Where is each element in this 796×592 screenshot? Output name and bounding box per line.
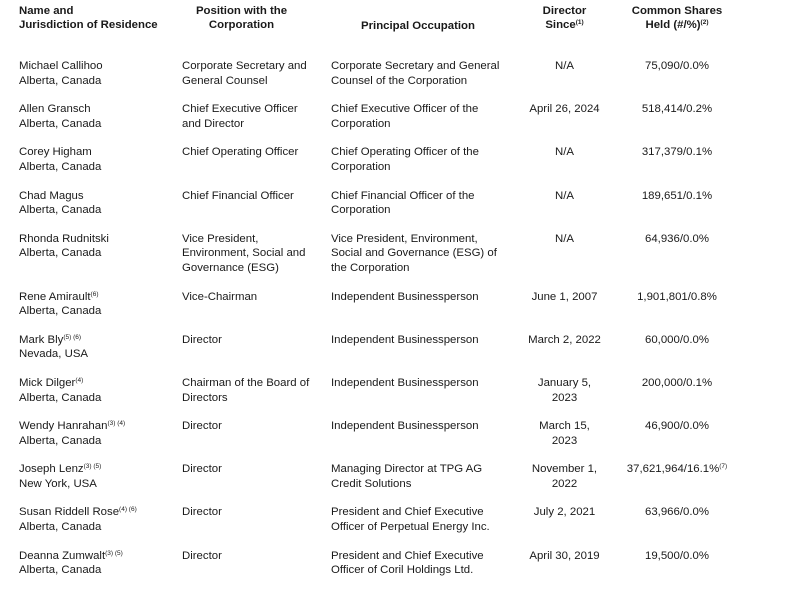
shares-held: 200,000/0.1% bbox=[641, 376, 713, 389]
cell-occupation bbox=[331, 232, 517, 290]
table-row bbox=[0, 505, 796, 548]
cell-director-since bbox=[517, 549, 624, 592]
position-text: Chairman of the Board of bbox=[182, 376, 310, 389]
cell-common-shares bbox=[624, 549, 796, 592]
position-text: Director bbox=[182, 420, 222, 433]
cell-director-since bbox=[517, 505, 624, 548]
director-since-text: 2022 bbox=[551, 477, 578, 490]
cell-name bbox=[0, 232, 182, 290]
header-name-line1: Name and bbox=[19, 5, 74, 17]
shares-held: 75,090/0.0% bbox=[645, 60, 709, 72]
residence: Alberta, Canada bbox=[19, 247, 102, 260]
occupation-text: Chief Executive Officer of the bbox=[331, 103, 479, 116]
director-since-text: April 26, 2024 bbox=[529, 103, 600, 116]
cell-name bbox=[0, 102, 182, 145]
directors-officers-table bbox=[0, 4, 796, 592]
table-row bbox=[0, 189, 796, 232]
residence: Alberta, Canada bbox=[19, 204, 102, 217]
director-name: Rhonda Rudnitski bbox=[19, 232, 109, 245]
residence: Alberta, Canada bbox=[19, 391, 102, 404]
table-row bbox=[0, 333, 796, 376]
shares-held: 1,901,801/0.8% bbox=[637, 290, 717, 303]
director-since-text: June 1, 2007 bbox=[531, 290, 598, 303]
cell-common-shares bbox=[624, 102, 796, 145]
residence: Nevada, USA bbox=[19, 348, 89, 361]
director-since-text: July 2, 2021 bbox=[533, 506, 596, 519]
footnote-ref: (3) (4) bbox=[107, 420, 126, 428]
cell-common-shares bbox=[624, 376, 796, 419]
header-name-line2: Jurisdiction of Residence bbox=[19, 19, 158, 31]
table-row bbox=[0, 419, 796, 462]
cell-occupation bbox=[331, 290, 517, 333]
residence: Alberta, Canada bbox=[19, 564, 102, 577]
cell-director-since bbox=[517, 376, 624, 419]
director-since-text: N/A bbox=[555, 60, 574, 72]
cell-name bbox=[0, 145, 182, 188]
occupation-text: President and Chief Executive bbox=[331, 549, 484, 562]
residence: New York, USA bbox=[19, 477, 97, 490]
header-director-since bbox=[517, 4, 624, 59]
table-header-row bbox=[0, 4, 796, 59]
position-text: Chief Financial Officer bbox=[182, 189, 294, 202]
position-text: Directors bbox=[182, 391, 228, 404]
cell-position bbox=[182, 333, 331, 376]
cell-name bbox=[0, 59, 182, 102]
shares-held: 518,414/0.2% bbox=[641, 103, 713, 116]
occupation-text: Officer of Coril Holdings Ltd. bbox=[331, 564, 474, 577]
cell-occupation bbox=[331, 549, 517, 592]
director-name: Deanna Zumwalt bbox=[19, 549, 106, 562]
table-row bbox=[0, 376, 796, 419]
occupation-text: Vice President, Environment, bbox=[331, 232, 478, 245]
occupation-text: Credit Solutions bbox=[331, 477, 412, 490]
occupation-text: Chief Operating Officer of the bbox=[331, 146, 479, 159]
footnote-ref: (4) (6) bbox=[119, 506, 137, 514]
cell-occupation bbox=[331, 102, 517, 145]
director-name: Joseph Lenz bbox=[19, 463, 84, 476]
position-text: Vice President, bbox=[182, 232, 259, 245]
cell-occupation bbox=[331, 333, 517, 376]
cell-name bbox=[0, 376, 182, 419]
position-text: Chief Executive Officer bbox=[182, 103, 298, 116]
occupation-text: President and Chief Executive bbox=[331, 506, 484, 519]
header-position bbox=[182, 4, 331, 59]
occupation-text: Chief Financial Officer of the bbox=[331, 189, 475, 202]
cell-occupation bbox=[331, 189, 517, 232]
cell-name bbox=[0, 419, 182, 462]
header-occupation-text: Principal Occupation bbox=[361, 19, 475, 32]
cell-occupation bbox=[331, 462, 517, 505]
cell-common-shares bbox=[624, 189, 796, 232]
position-text: Environment, Social and bbox=[182, 247, 306, 260]
shares-held: 60,000/0.0% bbox=[645, 333, 709, 346]
director-name: Allen Gransch bbox=[19, 103, 91, 116]
cell-position bbox=[182, 232, 331, 290]
table-body bbox=[0, 59, 796, 592]
header-shares-line2: Held (#/%) bbox=[645, 19, 701, 31]
occupation-text: Corporation bbox=[331, 160, 391, 173]
footnote-ref: (6) bbox=[90, 290, 99, 298]
position-text: Director bbox=[182, 333, 222, 346]
cell-common-shares bbox=[624, 59, 796, 102]
position-text: General Counsel bbox=[182, 74, 268, 87]
cell-director-since bbox=[517, 290, 624, 333]
position-text: Director bbox=[182, 506, 222, 519]
cell-common-shares bbox=[624, 505, 796, 548]
cell-occupation bbox=[331, 419, 517, 462]
cell-position bbox=[182, 376, 331, 419]
director-name: Chad Magus bbox=[19, 189, 84, 202]
occupation-text: Officer of Perpetual Energy Inc. bbox=[331, 521, 490, 534]
residence: Alberta, Canada bbox=[19, 160, 102, 173]
cell-position bbox=[182, 505, 331, 548]
cell-position bbox=[182, 59, 331, 102]
occupation-text: Social and Governance (ESG) of bbox=[331, 247, 497, 260]
director-name: Mick Dilger bbox=[19, 376, 76, 389]
cell-name bbox=[0, 462, 182, 505]
header-name bbox=[0, 4, 182, 59]
cell-name bbox=[0, 549, 182, 592]
table-row bbox=[0, 232, 796, 290]
cell-position bbox=[182, 145, 331, 188]
cell-position bbox=[182, 462, 331, 505]
cell-director-since bbox=[517, 462, 624, 505]
cell-position bbox=[182, 290, 331, 333]
cell-director-since bbox=[517, 102, 624, 145]
footnote-ref: (2) bbox=[700, 19, 709, 26]
residence: Alberta, Canada bbox=[19, 521, 102, 534]
director-since-text: March 15, bbox=[539, 420, 590, 433]
position-text: Director bbox=[182, 463, 222, 476]
cell-position bbox=[182, 549, 331, 592]
header-position-line1: Position with the bbox=[195, 5, 288, 17]
cell-occupation bbox=[331, 376, 517, 419]
director-name: Michael Callihoo bbox=[19, 60, 103, 72]
cell-director-since bbox=[517, 189, 624, 232]
occupation-text: Counsel of the Corporation bbox=[331, 74, 468, 87]
position-text: Chief Operating Officer bbox=[182, 146, 299, 159]
footnote-ref: (3) (5) bbox=[105, 549, 123, 557]
footnote-ref: (7) bbox=[719, 463, 728, 471]
occupation-text: Independent Businessperson bbox=[331, 420, 479, 433]
director-since-text: N/A bbox=[555, 146, 574, 159]
cell-common-shares bbox=[624, 232, 796, 290]
header-since-line1: Director bbox=[542, 5, 587, 17]
table-row bbox=[0, 145, 796, 188]
shares-held: 19,500/0.0% bbox=[645, 549, 709, 562]
occupation-text: Managing Director at TPG AG bbox=[331, 463, 483, 476]
occupation-text: Corporation bbox=[331, 117, 391, 130]
footnote-ref: (4) bbox=[75, 376, 84, 384]
position-text: Director bbox=[182, 549, 222, 562]
footnote-ref: (1) bbox=[575, 19, 584, 26]
director-name: Mark Bly bbox=[19, 333, 64, 346]
position-text: Governance (ESG) bbox=[182, 261, 279, 274]
residence: Alberta, Canada bbox=[19, 305, 102, 318]
cell-position bbox=[182, 189, 331, 232]
director-since-text: March 2, 2022 bbox=[528, 333, 601, 346]
director-name: Susan Riddell Rose bbox=[19, 506, 120, 519]
header-occupation bbox=[331, 4, 517, 59]
cell-occupation bbox=[331, 59, 517, 102]
occupation-text: the Corporation bbox=[331, 261, 410, 274]
header-since-line2: Since bbox=[545, 19, 576, 31]
cell-name bbox=[0, 290, 182, 333]
table-row bbox=[0, 290, 796, 333]
occupation-text: Independent Businessperson bbox=[331, 333, 479, 346]
shares-held: 37,621,964/16.1% bbox=[626, 463, 720, 476]
cell-position bbox=[182, 102, 331, 145]
position-text: Corporate Secretary and bbox=[182, 60, 307, 72]
director-name: Wendy Hanrahan bbox=[19, 420, 108, 433]
occupation-text: Corporation bbox=[331, 204, 391, 217]
cell-common-shares bbox=[624, 333, 796, 376]
table-row bbox=[0, 549, 796, 592]
occupation-text: Independent Businessperson bbox=[331, 290, 479, 303]
director-since-text: 2023 bbox=[551, 434, 578, 447]
cell-common-shares bbox=[624, 290, 796, 333]
cell-name bbox=[0, 333, 182, 376]
cell-director-since bbox=[517, 145, 624, 188]
cell-director-since bbox=[517, 59, 624, 102]
cell-common-shares bbox=[624, 462, 796, 505]
header-shares-line1: Common Shares bbox=[631, 5, 723, 17]
director-since-text: N/A bbox=[555, 189, 574, 202]
position-text: Vice-Chairman bbox=[182, 290, 258, 303]
footnote-ref: (3) (5) bbox=[83, 463, 102, 471]
occupation-text: Corporate Secretary and General bbox=[331, 60, 500, 72]
cell-name bbox=[0, 505, 182, 548]
cell-director-since bbox=[517, 232, 624, 290]
residence: Alberta, Canada bbox=[19, 74, 102, 87]
shares-held: 46,900/0.0% bbox=[645, 420, 709, 433]
header-common-shares bbox=[624, 4, 796, 59]
residence: Alberta, Canada bbox=[19, 434, 102, 447]
header-position-line2: Corporation bbox=[208, 19, 275, 31]
shares-held: 317,379/0.1% bbox=[641, 146, 713, 159]
shares-held: 189,651/0.1% bbox=[641, 189, 713, 202]
director-since-text: April 30, 2019 bbox=[529, 549, 600, 562]
director-name: Corey Higham bbox=[19, 146, 92, 159]
shares-held: 63,966/0.0% bbox=[645, 506, 709, 519]
director-since-text: 2023 bbox=[551, 391, 578, 404]
director-since-text: November 1, bbox=[531, 463, 598, 476]
director-since-text: N/A bbox=[555, 232, 574, 245]
cell-director-since bbox=[517, 333, 624, 376]
cell-common-shares bbox=[624, 145, 796, 188]
cell-common-shares bbox=[624, 419, 796, 462]
director-name: Rene Amirault bbox=[19, 290, 91, 303]
table-row bbox=[0, 462, 796, 505]
cell-director-since bbox=[517, 419, 624, 462]
cell-name bbox=[0, 189, 182, 232]
residence: Alberta, Canada bbox=[19, 117, 102, 130]
occupation-text: Independent Businessperson bbox=[331, 376, 479, 389]
cell-occupation bbox=[331, 145, 517, 188]
cell-position bbox=[182, 419, 331, 462]
cell-occupation bbox=[331, 505, 517, 548]
footnote-ref: (5) (6) bbox=[63, 333, 82, 341]
shares-held: 64,936/0.0% bbox=[645, 232, 709, 245]
position-text: and Director bbox=[182, 117, 245, 130]
director-since-text: January 5, bbox=[537, 376, 592, 389]
table-row bbox=[0, 102, 796, 145]
table-row bbox=[0, 59, 796, 102]
